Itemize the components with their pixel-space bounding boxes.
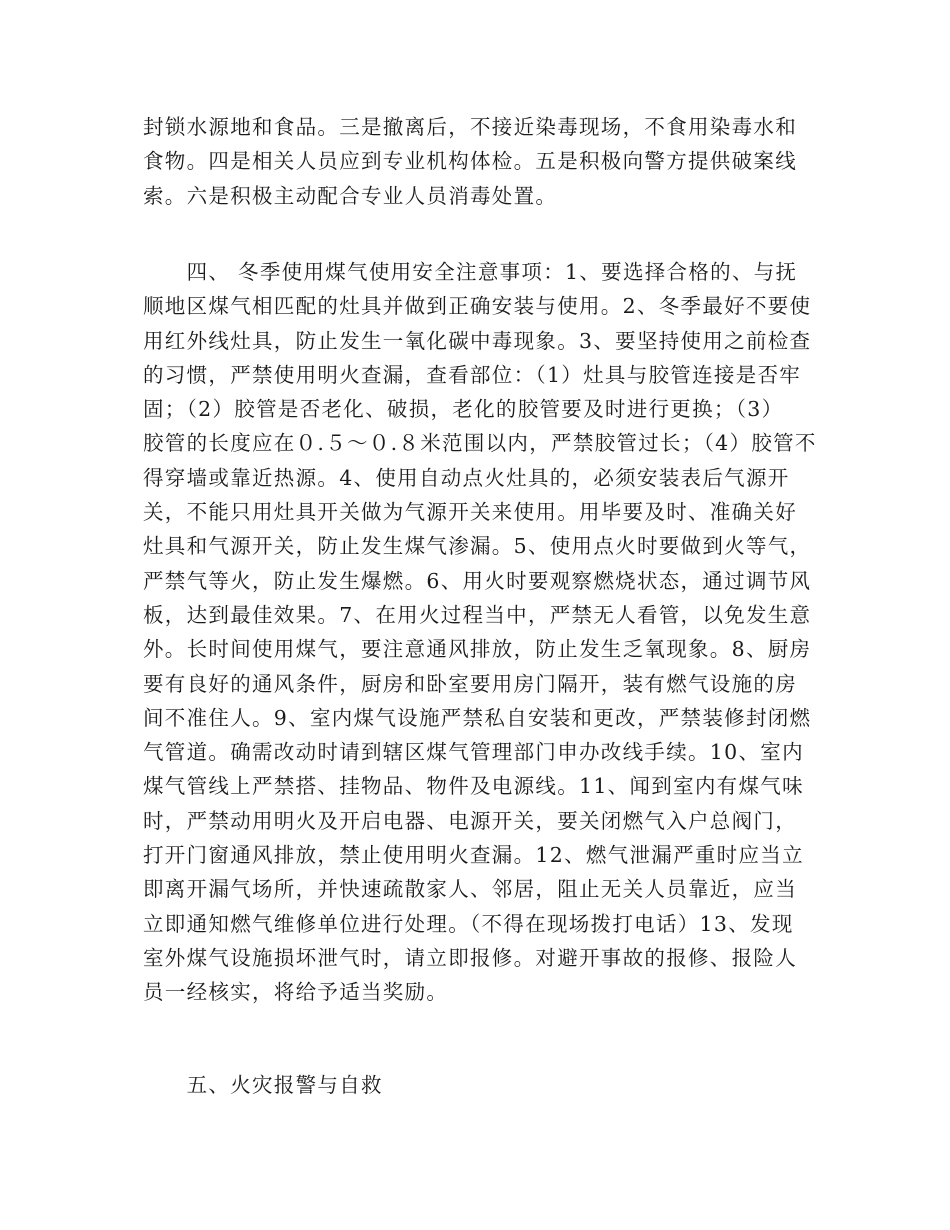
text-line: 关，不能只用灶具开关做为气源开关来使用。用毕要及时、准确关好 xyxy=(143,500,797,525)
text-line: 要有良好的通风条件，厨房和卧室要用房门隔开，装有燃气设施的房 xyxy=(143,671,797,696)
text-line: 索。六是积极主动配合专业人员消毒处置。 xyxy=(143,183,558,208)
text-line: 食物。四是相关人员应到专业机构体检。五是积极向警方提供破案线 xyxy=(143,149,797,174)
text-line: 顺地区煤气相匹配的灶具并做到正确安装与使用。2、冬季最好不要使 xyxy=(143,294,812,319)
paragraph-continuation xyxy=(143,110,823,213)
section-heading-fire-alarm xyxy=(143,1068,823,1102)
text-line: 的习惯，严禁使用明火查漏，查看部位：（1）灶具与胶管连接是否牢 xyxy=(143,362,802,387)
heading-line: 五、火灾报警与自救 xyxy=(143,1073,383,1097)
text-line: 四、 冬季使用煤气使用安全注意事项：1、要选择合格的、与抚 xyxy=(143,260,798,284)
text-line: 时，严禁动用明火及开启电器、电源开关，要关闭燃气入户总阀门， xyxy=(143,808,797,833)
text-line: 即离开漏气场所，并快速疏散家人、邻居，阻止无关人员靠近，应当 xyxy=(143,877,797,902)
text-line: 气管道。确需改动时请到辖区煤气管理部门申办改线手续。10、室内 xyxy=(143,740,804,765)
text-line: 用红外线灶具，防止发生一氧化碳中毒现象。3、要坚持使用之前检查 xyxy=(143,328,812,353)
text-line: 室外煤气设施损坏泄气时，请立即报修。对避开事故的报修、报险人 xyxy=(143,945,797,970)
text-line: 外。长时间使用煤气，要注意通风排放，防止发生乏氧现象。8、厨房 xyxy=(143,637,812,662)
text-line: 员一经核实，将给予适当奖励。 xyxy=(143,980,449,1005)
text-line: 固；（2）胶管是否老化、破损，老化的胶管要及时进行更换；（3） xyxy=(143,397,784,422)
text-line: 得穿墙或靠近热源。4、使用自动点火灶具的，必须安装表后气源开 xyxy=(143,465,790,490)
text-line: 胶管的长度应在０.５～０.８米范围以内，严禁胶管过长；（4）胶管不 xyxy=(143,431,817,456)
paragraph-winter-gas-safety xyxy=(143,255,823,1010)
text-line: 打开门窗通风排放，禁止使用明火查漏。12、燃气泄漏严重时应当立 xyxy=(143,843,804,868)
text-line: 灶具和气源开关，防止发生煤气渗漏。5、使用点火时要做到火等气， xyxy=(143,534,812,559)
text-line: 间不准住人。9、室内煤气设施严禁私自安装和更改，严禁装修封闭燃 xyxy=(143,705,812,730)
text-line: 封锁水源地和食品。三是撤离后，不接近染毒现场，不食用染毒水和 xyxy=(143,115,797,139)
text-line: 立即通知燃气维修单位进行处理。（不得在现场拨打电话）13、发现 xyxy=(143,911,794,936)
text-line: 煤气管线上严禁搭、挂物品、物件及电源线。11、闻到室内有煤气味 xyxy=(143,774,804,799)
text-line: 严禁气等火，防止发生爆燃。6、用火时要观察燃烧状态，通过调节风 xyxy=(143,568,812,593)
text-line: 板，达到最佳效果。7、在用火过程当中，严禁无人看管，以免发生意 xyxy=(143,602,812,627)
